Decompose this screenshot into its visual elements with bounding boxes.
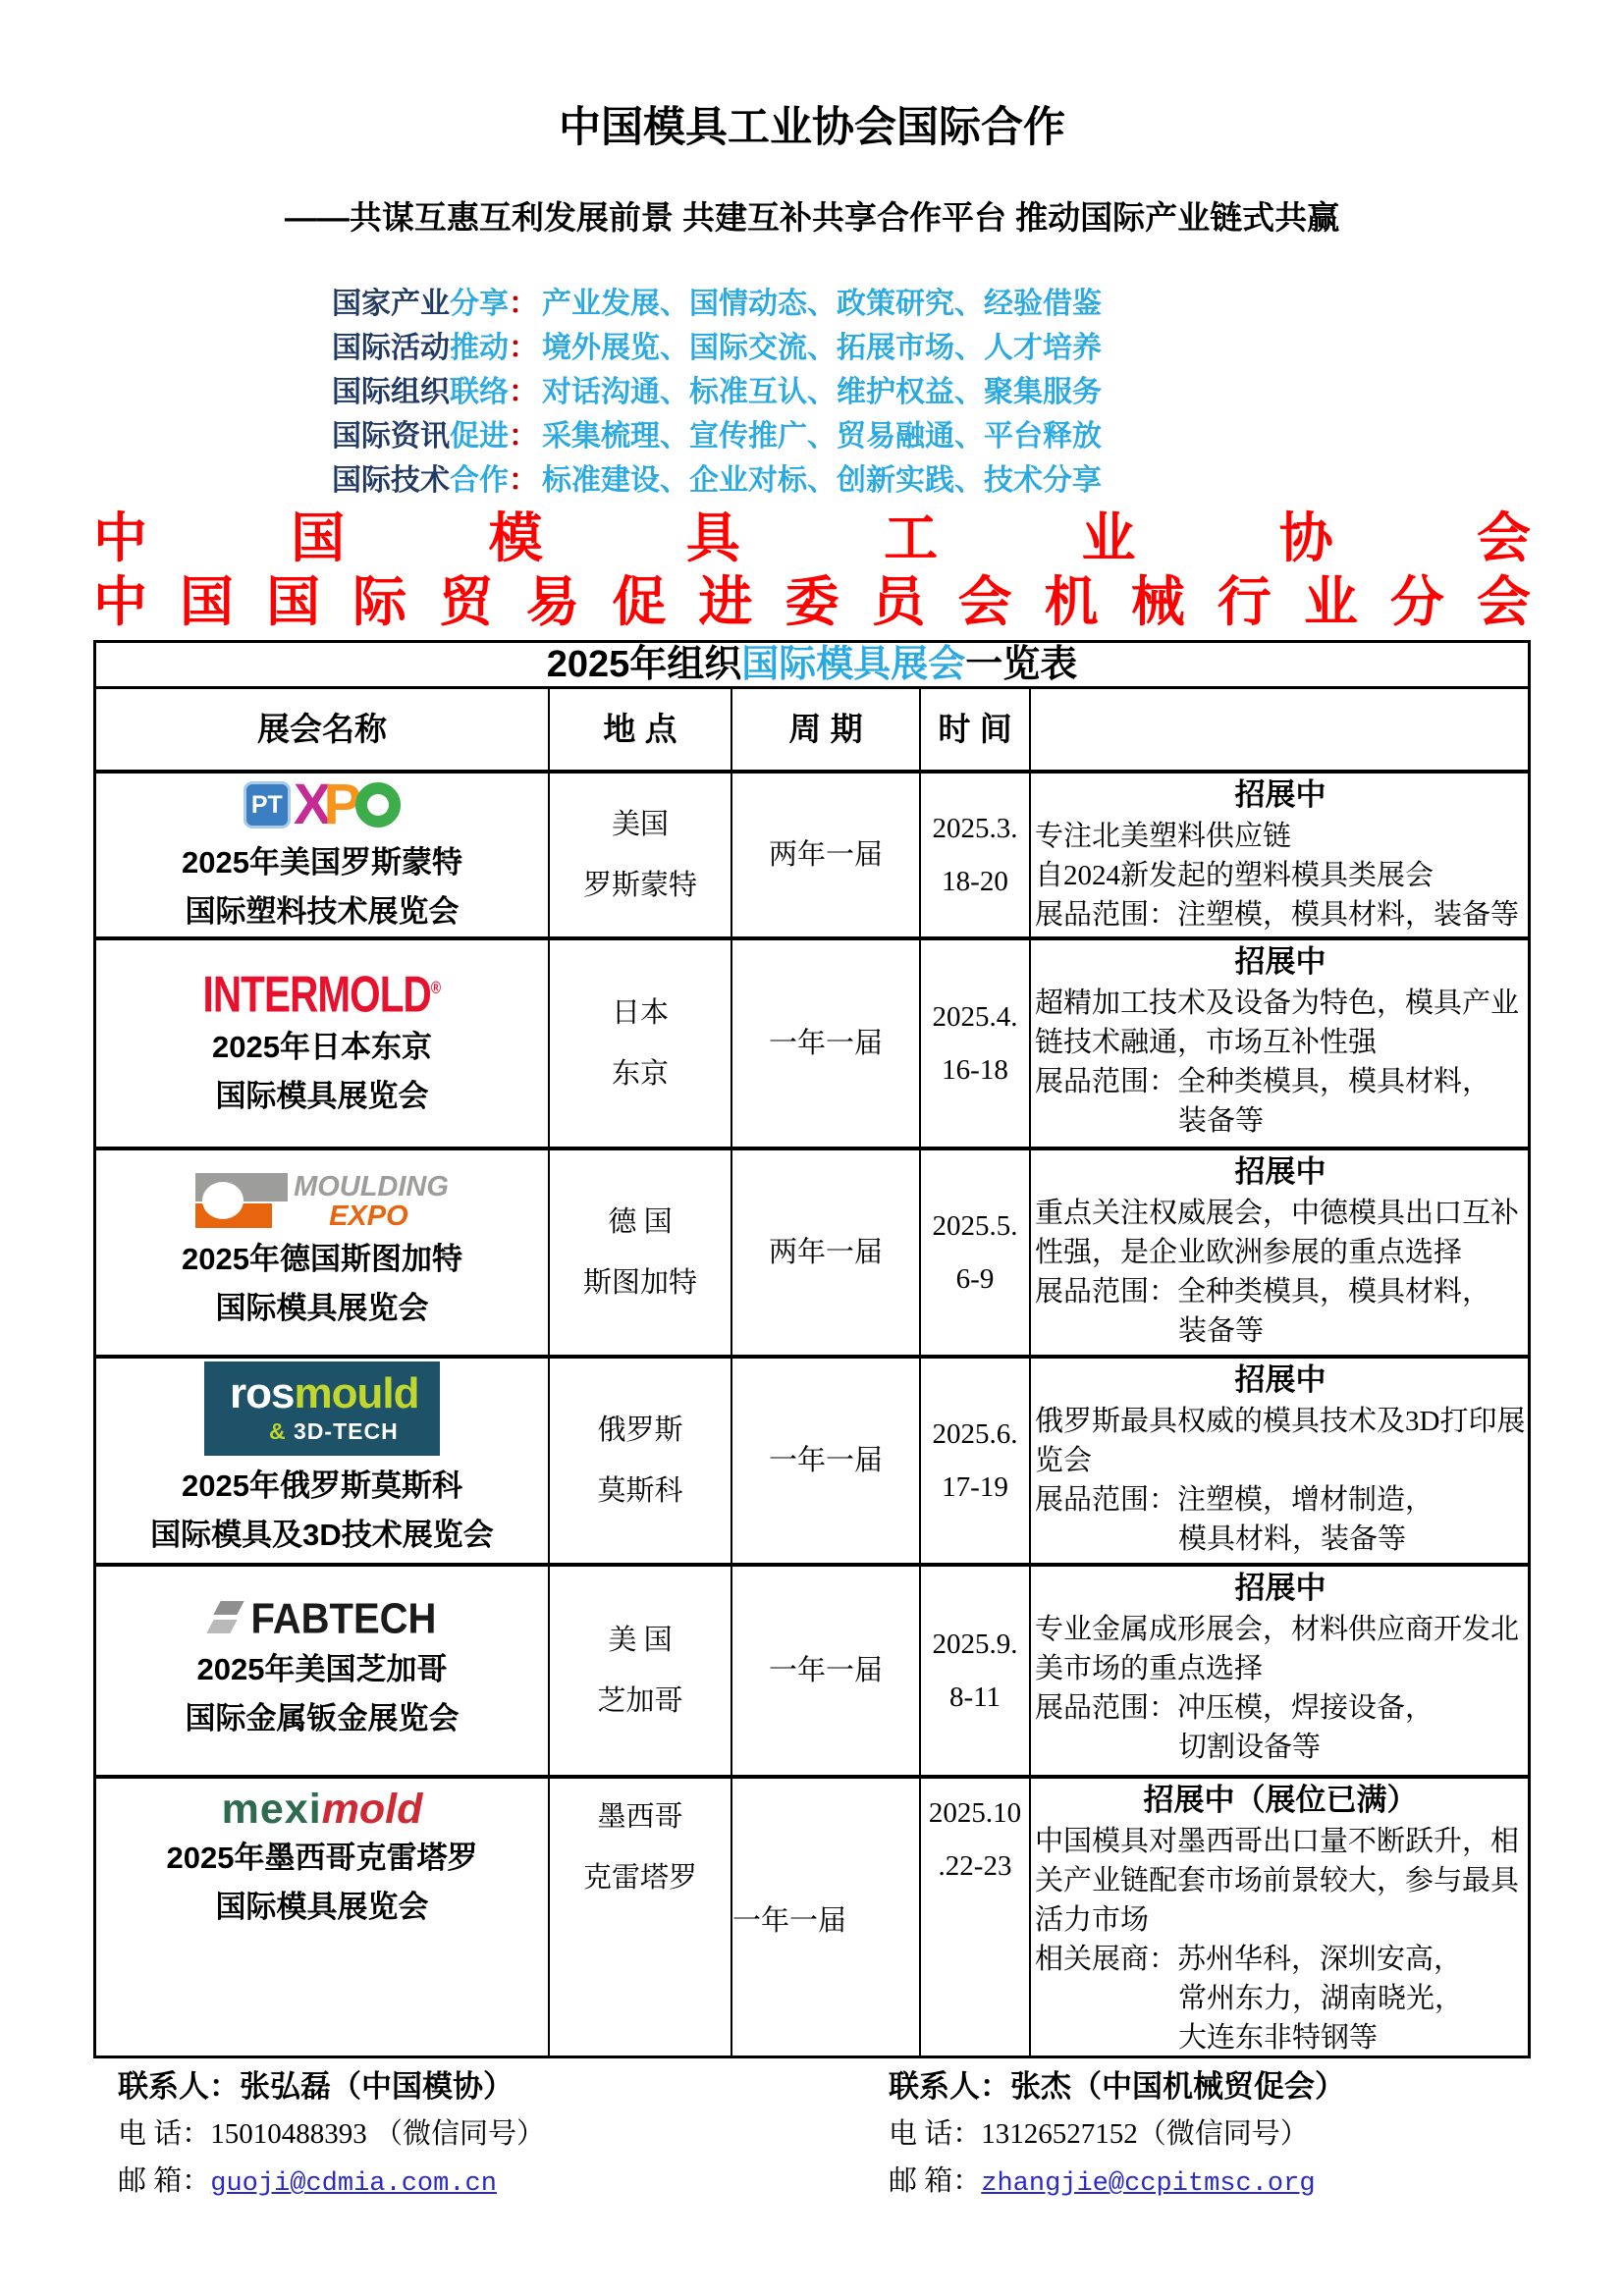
exhibition-name bbox=[186, 1645, 460, 1743]
recycle-ring-icon bbox=[355, 782, 401, 828]
desc-line: 俄罗斯最具权威的模具技术及3D打印展览会 bbox=[1035, 1406, 1526, 1476]
service-colon: ： bbox=[509, 376, 538, 408]
time-cell bbox=[919, 1150, 1029, 1355]
desc-line: 大连东非特钢等 bbox=[1178, 2022, 1379, 2054]
time-line: 2025.10 bbox=[928, 1797, 1022, 1829]
header-notes bbox=[1029, 689, 1528, 770]
notes-cell bbox=[1029, 940, 1528, 1147]
location-line: 罗斯蒙特 bbox=[582, 870, 697, 901]
fabtech-chevron-icon bbox=[208, 1598, 244, 1639]
header-exhibition-name: 展会名称 bbox=[257, 711, 387, 747]
location-cell bbox=[548, 774, 731, 936]
exhibition-name-line: 2025年美国罗斯蒙特 bbox=[182, 845, 462, 880]
organization-name: 中国国际贸易促进委员会机械行业分会 bbox=[93, 571, 1531, 632]
contact-phone: 电 话：15010488393 （微信同号） bbox=[118, 2118, 546, 2150]
moulding-expo-wordmark bbox=[294, 1172, 449, 1231]
service-field: 国家产业 bbox=[332, 288, 450, 320]
exhibition-name-line: 国际塑料技术展览会 bbox=[185, 894, 460, 929]
intermold-wordmark: INTERMOLD bbox=[202, 966, 432, 1024]
status-text: 招展中 bbox=[1234, 777, 1326, 812]
desc-line: 展品范围：冲压模，焊接设备， bbox=[1035, 1692, 1435, 1724]
cycle-cell: 一年一届 bbox=[731, 940, 919, 1147]
time-cell bbox=[919, 940, 1029, 1147]
location-line: 墨西哥 bbox=[597, 1801, 683, 1833]
notes-cell bbox=[1029, 1567, 1528, 1775]
location-line: 莫斯科 bbox=[597, 1475, 683, 1507]
location-line: 克雷塔罗 bbox=[582, 1862, 697, 1894]
exhibition-cell bbox=[96, 1359, 548, 1563]
service-items: 境外展览、国际交流、拓展市场、人才培养 bbox=[542, 332, 1102, 364]
time-line: 2025.4. bbox=[932, 1001, 1018, 1033]
service-line bbox=[332, 326, 1102, 370]
service-line bbox=[332, 282, 1102, 326]
cycle-cell: 一年一届 bbox=[731, 1567, 919, 1775]
table-title-suffix: 一览表 bbox=[965, 644, 1078, 685]
xpo-letter-p: P bbox=[323, 774, 362, 836]
service-action: 促进 bbox=[450, 420, 509, 453]
mexi-part: mexi bbox=[221, 1786, 322, 1833]
service-line bbox=[332, 458, 1102, 503]
rosmould-logo bbox=[204, 1362, 440, 1456]
fabtech-wordmark: FABTECH bbox=[250, 1594, 437, 1643]
table-row-moulding-expo bbox=[96, 1147, 1528, 1355]
service-items: 采集梳理、宣传推广、贸易融通、平台释放 bbox=[542, 420, 1102, 453]
exhibition-name-line: 2025年俄罗斯莫斯科 bbox=[182, 1468, 462, 1503]
exhibition-cell bbox=[96, 940, 548, 1147]
service-line bbox=[332, 370, 1102, 414]
exhibition-name-line: 2025年墨西哥克雷塔罗 bbox=[166, 1841, 478, 1875]
contact-ccpitmsc bbox=[889, 2063, 1345, 2208]
desc-line: 装备等 bbox=[1178, 1315, 1265, 1347]
service-items: 产业发展、国情动态、政策研究、经验借鉴 bbox=[542, 288, 1102, 320]
threed-tech-word: 3D-TECH bbox=[294, 1418, 399, 1444]
meximold-logo bbox=[222, 1787, 423, 1832]
service-field: 国际技术 bbox=[332, 464, 450, 497]
desc-line: 展品范围：注塑模，模具材料，装备等 bbox=[1035, 899, 1520, 931]
cycle-cell: 两年一届 bbox=[731, 774, 919, 936]
location-line: 德 国 bbox=[608, 1206, 673, 1238]
xpo-letter-x: X bbox=[293, 774, 332, 836]
status-text: 招展中 bbox=[1234, 1571, 1326, 1605]
exhibition-cell bbox=[96, 1150, 548, 1355]
service-colon: ： bbox=[509, 332, 538, 364]
status-text: 招展中 bbox=[1234, 944, 1326, 979]
desc-line: 展品范围：注塑模，增材制造， bbox=[1035, 1484, 1435, 1516]
exhibition-name bbox=[182, 838, 462, 936]
ros-part: ros bbox=[230, 1369, 295, 1417]
exhibition-table bbox=[93, 640, 1531, 2058]
ampersand: & bbox=[269, 1418, 287, 1444]
service-field: 国际资讯 bbox=[332, 420, 450, 453]
table-row-meximold bbox=[96, 1775, 1528, 2056]
status-text: 招展中 bbox=[1234, 1154, 1326, 1189]
time-cell bbox=[919, 1779, 1029, 2056]
time-cell bbox=[919, 1359, 1029, 1563]
table-header-row bbox=[96, 689, 1528, 770]
location-cell bbox=[548, 1567, 731, 1775]
rosmould-wordmark bbox=[230, 1371, 430, 1416]
notes-cell bbox=[1029, 774, 1528, 936]
notes-cell bbox=[1029, 1779, 1528, 2056]
moulding-expo-icon bbox=[195, 1173, 288, 1230]
contact-phone: 电 话：13126527152（微信同号） bbox=[889, 2118, 1309, 2150]
status-text: 招展中（展位已满） bbox=[1143, 1783, 1418, 1817]
exhibition-cell bbox=[96, 1567, 548, 1775]
time-cell bbox=[919, 774, 1029, 936]
location-cell bbox=[548, 940, 731, 1147]
desc-line: 超精加工技术及设备为特色，模具产业链技术融通，市场互补性强 bbox=[1035, 988, 1520, 1058]
header-time: 时 间 bbox=[919, 689, 1029, 770]
exhibition-cell bbox=[96, 1779, 548, 2056]
exhibition-name bbox=[167, 1834, 478, 1932]
desc-line: 重点关注权威展会，中德模具出口互补性强，是企业欧洲参展的重点选择 bbox=[1035, 1198, 1520, 1268]
email-link[interactable]: zhangjie@ccpitmsc.org bbox=[981, 2169, 1316, 2199]
exhibition-name-line: 国际模具展览会 bbox=[215, 1291, 429, 1325]
service-field: 国际活动 bbox=[332, 332, 450, 364]
organization-name: 中国模具工业协会 bbox=[93, 507, 1531, 568]
desc-line: 装备等 bbox=[1178, 1105, 1265, 1137]
time-line: 2025.3. bbox=[932, 813, 1018, 844]
location-line: 日本 bbox=[611, 997, 669, 1029]
desc-line: 自2024新发起的塑料模具类展会 bbox=[1035, 860, 1435, 891]
service-colon: ： bbox=[509, 464, 538, 497]
location-cell bbox=[548, 1779, 731, 2056]
moulding-expo-logo bbox=[195, 1172, 449, 1231]
table-title bbox=[96, 643, 1528, 689]
cycle-cell: 一年一届 bbox=[731, 1779, 919, 2056]
table-title-prefix: 2025年组织 bbox=[546, 644, 742, 685]
table-row-ptxpo bbox=[96, 770, 1528, 936]
location-line: 芝加哥 bbox=[597, 1685, 683, 1717]
location-cell bbox=[548, 1359, 731, 1563]
time-line: 18-20 bbox=[942, 866, 1008, 897]
logo-oval bbox=[202, 1182, 244, 1219]
registered-mark-icon: ® bbox=[431, 979, 442, 999]
time-line: .22-23 bbox=[938, 1850, 1012, 1882]
contact-person: 联系人：张弘磊（中国模协） bbox=[118, 2069, 514, 2104]
status-text: 招展中 bbox=[1234, 1362, 1326, 1397]
cycle-cell: 两年一届 bbox=[731, 1150, 919, 1355]
exhibition-name bbox=[150, 1462, 494, 1560]
services-list bbox=[332, 282, 1102, 503]
expo-word: EXPO bbox=[329, 1201, 408, 1232]
notes-cell bbox=[1029, 1359, 1528, 1563]
exhibition-name-line: 2025年日本东京 bbox=[212, 1029, 432, 1064]
exhibition-name bbox=[212, 1023, 432, 1121]
intermold-logo bbox=[203, 961, 442, 1023]
location-line: 美 国 bbox=[608, 1625, 673, 1656]
desc-line: 中国模具对墨西哥出口量不断跃升，相关产业链配套市场前景较大，参与最具活力市场 bbox=[1035, 1826, 1520, 1936]
header-cycle: 周 期 bbox=[731, 689, 919, 770]
exhibition-name-line: 2025年德国斯图加特 bbox=[182, 1242, 462, 1276]
desc-line: 展品范围：全种类模具，模具材料， bbox=[1035, 1066, 1491, 1097]
desc-line: 相关展商：苏州华科，深圳安高， bbox=[1035, 1944, 1463, 1975]
contact-email-line bbox=[118, 2158, 545, 2208]
contact-cdmia bbox=[118, 2063, 545, 2208]
service-items: 对话沟通、标准互认、维护权益、聚集服务 bbox=[542, 376, 1102, 408]
service-colon: ： bbox=[509, 420, 538, 453]
service-colon: ： bbox=[509, 288, 538, 320]
time-cell bbox=[919, 1567, 1029, 1775]
exhibition-name-line: 国际金属钣金展览会 bbox=[185, 1701, 460, 1735]
location-line: 美国 bbox=[611, 809, 669, 840]
email-link[interactable]: guoji@cdmia.com.cn bbox=[210, 2169, 497, 2199]
organization-titles bbox=[93, 507, 1531, 634]
exhibition-name-line: 国际模具展览会 bbox=[215, 1890, 429, 1924]
exhibition-name-line: 国际模具及3D技术展览会 bbox=[150, 1518, 494, 1552]
email-label: 邮 箱： bbox=[889, 2165, 982, 2197]
time-line: 16-18 bbox=[942, 1054, 1008, 1086]
threed-tech-line bbox=[269, 1418, 430, 1444]
service-action: 合作 bbox=[450, 464, 509, 497]
exhibition-name-line: 国际模具展览会 bbox=[215, 1078, 429, 1113]
fabtech-logo bbox=[208, 1594, 437, 1643]
mould-part: mould bbox=[294, 1369, 419, 1417]
header-location: 地 点 bbox=[548, 689, 731, 770]
desc-line: 专注北美塑料供应链 bbox=[1035, 821, 1292, 852]
time-line: 2025.6. bbox=[932, 1418, 1018, 1450]
email-label: 邮 箱： bbox=[118, 2165, 211, 2197]
cycle-cell: 一年一届 bbox=[731, 1359, 919, 1563]
time-line: 2025.5. bbox=[932, 1210, 1018, 1242]
service-items: 标准建设、企业对标、创新实践、技术分享 bbox=[542, 464, 1102, 497]
page-title: 中国模具工业协会国际合作 bbox=[559, 104, 1065, 151]
contact-email-line bbox=[889, 2158, 1345, 2208]
exhibition-cell bbox=[96, 774, 548, 936]
time-line: 17-19 bbox=[942, 1471, 1008, 1503]
time-line: 2025.9. bbox=[932, 1629, 1018, 1660]
desc-line: 切割设备等 bbox=[1178, 1732, 1322, 1763]
ptxpo-logo bbox=[244, 774, 401, 836]
table-row-fabtech bbox=[96, 1563, 1528, 1775]
moulding-word: MOULDING bbox=[294, 1171, 449, 1202]
contact-section bbox=[93, 2063, 1531, 2269]
desc-line: 展品范围：全种类模具，模具材料， bbox=[1035, 1276, 1491, 1308]
pt-tile-icon: PT bbox=[244, 781, 291, 828]
location-line: 东京 bbox=[611, 1058, 669, 1090]
contact-person: 联系人：张杰（中国机械贸促会） bbox=[889, 2069, 1345, 2104]
location-cell bbox=[548, 1150, 731, 1355]
location-line: 斯图加特 bbox=[582, 1267, 697, 1299]
desc-line: 专业金属成形展会，材料供应商开发北美市场的重点选择 bbox=[1035, 1614, 1520, 1684]
mold-part: mold bbox=[321, 1786, 423, 1833]
table-row-rosmould bbox=[96, 1355, 1528, 1563]
service-action: 推动 bbox=[450, 332, 509, 364]
service-action: 分享 bbox=[450, 288, 509, 320]
service-field: 国际组织 bbox=[332, 376, 450, 408]
table-row-intermold bbox=[96, 936, 1528, 1147]
desc-line: 模具材料，装备等 bbox=[1178, 1523, 1407, 1555]
service-action: 联络 bbox=[450, 376, 509, 408]
service-line bbox=[332, 414, 1102, 458]
location-line: 俄罗斯 bbox=[597, 1415, 683, 1446]
time-line: 8-11 bbox=[948, 1682, 1001, 1713]
table-title-highlight: 国际模具展会 bbox=[741, 644, 966, 685]
time-line: 6-9 bbox=[955, 1263, 995, 1295]
exhibition-name-line: 2025年美国芝加哥 bbox=[196, 1652, 448, 1686]
exhibition-name bbox=[182, 1235, 462, 1333]
page-subtitle: ——共谋互惠互利发展前景 共建互补共享合作平台 推动国际产业链式共赢 bbox=[284, 199, 1340, 236]
desc-line: 常州东力，湖南晓光， bbox=[1178, 1983, 1464, 2014]
notes-cell bbox=[1029, 1150, 1528, 1355]
